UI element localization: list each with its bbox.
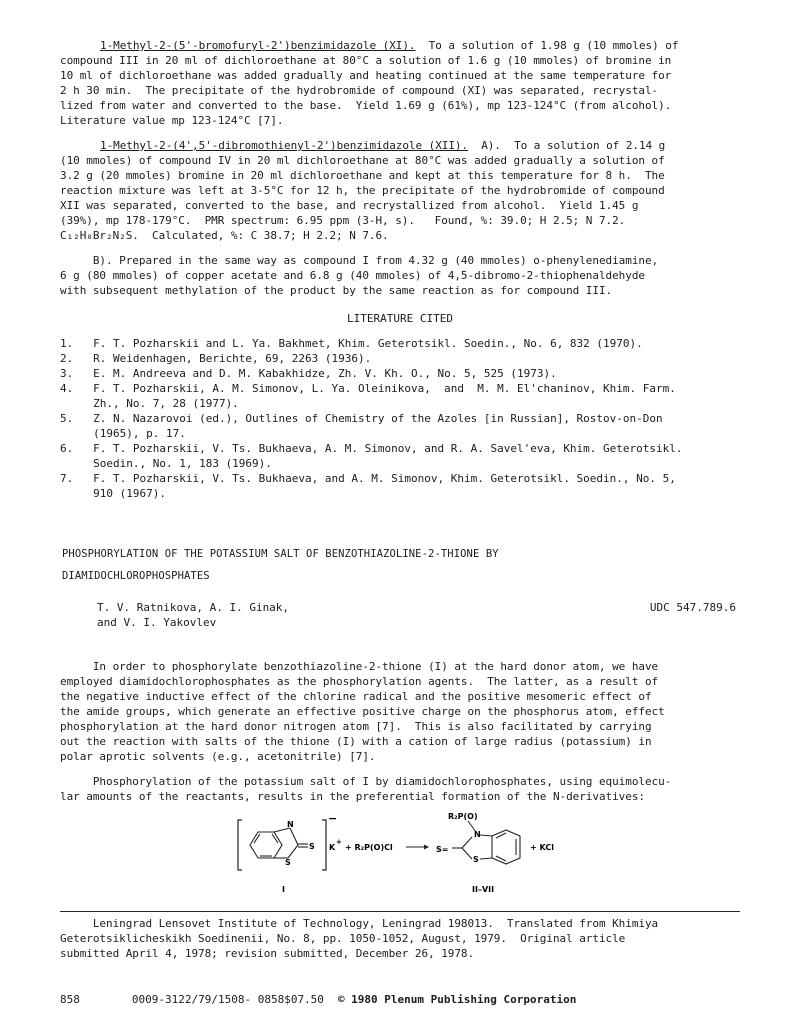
reference-item-continuation: (1965), p. 17.: [60, 427, 186, 440]
article-authors: and V. I. Yakovlev: [97, 616, 217, 629]
paragraph-compound-xii: [60, 138, 740, 153]
literature-cited-heading: LITERATURE CITED: [347, 312, 453, 325]
reagent-label: + R₂P(O)Cl: [345, 843, 393, 852]
compound-xi-line: lized from water and converted to the base. Yield 1.69 g (61%), mp 123-124°C (from alcohol).: [60, 99, 672, 112]
method-b-line: 6 g (80 mmoles) of copper acetate and 6.8 g (40 mmoles) of 4,5-dibromo-2-thiophenaldehyde: [60, 269, 645, 282]
atom-n-label: N: [287, 820, 294, 829]
reaction-arrowhead: [424, 845, 429, 850]
article-title-line: DIAMIDOCHLOROPHOSPHATES: [62, 570, 210, 582]
reference-item: 3. E. M. Andreeva and D. M. Kabakhidze, Zh. V. Kh. O., No. 5, 525 (1973).: [60, 367, 557, 380]
compound-xi-line: Literature value mp 123-124°C [7].: [60, 114, 284, 127]
reference-item: 5. Z. N. Nazarovoi (ed.), Outlines of Chemistry of the Azoles [in Russian], Rostov-on-Don: [60, 412, 663, 425]
reference-item: 2. R. Weidenhagen, Berichte, 69, 2263 (1936).: [60, 352, 372, 365]
reference-item: 1. F. T. Pozharskii and L. Ya. Bakhmet, Khim. Geterotsikl. Soedin., No. 6, 832 (1970).: [60, 337, 643, 350]
compound-xii-line: reaction mixture was left at 3-5°C for 12 h, the precipitate of the hydrobromide of compound: [60, 184, 665, 197]
product-label: II–VII: [472, 885, 495, 894]
article-authors: T. V. Ratnikova, A. I. Ginak,: [97, 601, 290, 614]
compound-xii-formula-line: C₁₂H₈Br₂N₂S. Calculated, %: C 38.7; H 2.2; N 7.6.: [60, 229, 389, 242]
reactant-label: I: [282, 885, 285, 894]
footnote-line: submitted April 4, 1978; revision submitted, December 26, 1978.: [60, 947, 475, 960]
cation-charge: +: [336, 838, 342, 846]
article-title-line: PHOSPHORYLATION OF THE POTASSIUM SALT OF BENZOTHIAZOLINE-2-THIONE BY: [62, 548, 499, 560]
product-benzothiazole-structure: [452, 830, 520, 864]
footnote-rule: [60, 911, 740, 912]
product-atom-s: S: [473, 855, 479, 864]
compound-xi-intro: To a solution of 1.98 g (10 mmoles) of: [415, 39, 679, 52]
compound-xi-line: compound III in 20 ml of dichloroethane at 80°C a solution of 1.6 g (10 mmoles) of bromine in: [60, 54, 672, 67]
right-bracket: [322, 820, 326, 870]
product-thione: S=: [436, 845, 449, 854]
page-number: 858: [60, 993, 80, 1006]
intro-line: the amide groups, which generate an effective positive charge on the phosphorus atom, effect: [60, 705, 665, 718]
benzothiazoline-thione-structure: [250, 828, 308, 858]
reference-item-continuation: Zh., No. 7, 28 (1977).: [60, 397, 239, 410]
intro-line: phosphorylation at the hard donor nitrogen atom [7]. This is also facilitated by carrying: [60, 720, 652, 733]
intro-line: the negative inductive effect of the chlorine radical and the positive mesomeric effect of: [60, 690, 652, 703]
intro-line: polar aprotic solvents (e.g., acetonitrile) [7].: [60, 750, 376, 763]
product-atom-n: N: [474, 830, 481, 839]
compound-xii-line: XII was separated, converted to the base, and recrystallized from alcohol. Yield 1.45 g: [60, 199, 639, 212]
left-bracket: [238, 820, 242, 870]
reference-item-continuation: Soedin., No. 1, 183 (1969).: [60, 457, 272, 470]
method-b-line: with subsequent methylation of the product by the same reaction as for compound III.: [60, 284, 613, 297]
intro-line: employed diamidochlorophosphates as the phosphorylation agents. The latter, as a result of: [60, 675, 659, 688]
reference-item: 4. F. T. Pozharskii, A. M. Simonov, L. Ya. Oleinikova, and M. M. El'chaninov, Khim. Farm.: [60, 382, 676, 395]
phosphorylation-line: lar amounts of the reactants, results in the preferential formation of the N-derivatives:: [60, 790, 645, 803]
compound-xii-intro: A). To a solution of 2.14 g: [468, 139, 666, 152]
anion-charge: −: [328, 812, 338, 825]
compound-xii-heading: 1-Methyl-2-(4',5'-dibromothienyl-2')benzimidazole (XII).: [100, 139, 469, 152]
intro-line: In order to phosphorylate benzothiazoline-2-thione (I) at the hard donor atom, we have: [60, 660, 659, 673]
thione-s-label: S: [309, 842, 315, 851]
compound-xii-line: (10 mmoles) of compound IV in 20 ml dichloroethane at 80°C was added gradually a solution of: [60, 154, 665, 167]
byproduct-label: + KCl: [530, 843, 554, 852]
compound-xi-line: 2 h 30 min. The precipitate of the hydrobromide of compound (XI) was separated, recrystal-: [60, 84, 659, 97]
reference-item-continuation: 910 (1967).: [60, 487, 166, 500]
compound-xi-heading: 1-Methyl-2-(5'-bromofuryl-2')benzimidazole (XI).: [100, 39, 416, 52]
potassium-cation: K: [329, 843, 336, 852]
intro-line: out the reaction with salts of the thione (I) with a cation of large radius (potassium) in: [60, 735, 652, 748]
compound-xi-line: 10 ml of dichloroethane was added gradually and heating continued at the same temperature for: [60, 69, 672, 82]
udc-code: UDC 547.789.6: [649, 601, 736, 614]
copyright-notice: © 1980 Plenum Publishing Corporation: [337, 993, 577, 1006]
atom-s-label: S: [285, 858, 291, 867]
journal-code: 0009-3122/79/1508- 0858$07.50: [131, 993, 324, 1006]
method-b-line: B). Prepared in the same way as compound I from 4.32 g (40 mmoles) o-phenylenediamine,: [60, 254, 659, 267]
reference-item: 7. F. T. Pozharskii, V. Ts. Bukhaeva, and A. M. Simonov, Khim. Geterotsikl. Soedin., No. 5,: [60, 472, 676, 485]
reference-item: 6. F. T. Pozharskii, V. Ts. Bukhaeva, A. M. Simonov, and R. A. Savel'eva, Khim. Geterotsikl.: [60, 442, 683, 455]
page-footer: [60, 992, 750, 1007]
footnote-line: Geterotsiklicheskikh Soedinenii, No. 8, pp. 1050-1052, August, 1979. Original article: [60, 932, 626, 945]
reaction-scheme: [230, 810, 570, 905]
paragraph-compound-xi: [60, 38, 740, 53]
compound-xii-line: 3.2 g (20 mmoles) bromine in 20 ml dichloroethane and kept at this temperature for 8 h. The: [60, 169, 665, 182]
compound-xii-line: (39%), mp 178-179°C. PMR spectrum: 6.95 ppm (3-H, s). Found, %: 39.0; H 2.5; N 7.2.: [60, 214, 626, 227]
phosphorylation-line: Phosphorylation of the potassium salt of I by diamidochlorophosphates, using equimolecu-: [60, 775, 672, 788]
product-substituent: R₂P(O): [448, 812, 478, 821]
footnote-line: Leningrad Lensovet Institute of Technology, Leningrad 198013. Translated from Khimiya: [60, 917, 659, 930]
